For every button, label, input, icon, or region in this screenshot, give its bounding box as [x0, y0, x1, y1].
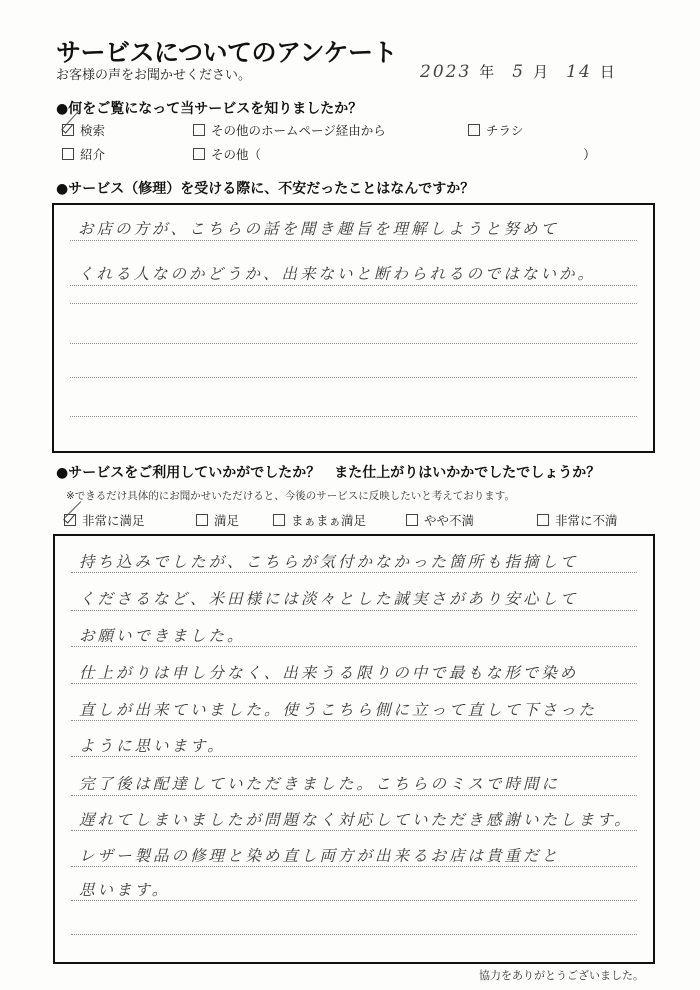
option-label: その他のホームページ経由から: [211, 123, 386, 138]
checkbox-icon[interactable]: [193, 148, 205, 160]
ruled-line: [71, 683, 637, 684]
handwritten-line: 遅れてしまいましたが問題なく対応していただき感謝いたします。: [79, 811, 633, 829]
option-search[interactable]: [62, 121, 105, 139]
question-2: ●サービス（修理）を受ける際に、不安だったことはなんですか？: [56, 181, 475, 197]
option-referral[interactable]: [62, 145, 105, 163]
option-label: その他（: [211, 147, 262, 162]
checkbox-icon[interactable]: [406, 514, 418, 526]
date-year: 2023: [420, 62, 472, 82]
ruled-line: [71, 900, 637, 901]
option-label: やや不満: [424, 513, 475, 528]
ruled-line: [71, 720, 637, 721]
date-day: 14: [566, 62, 592, 82]
option-other-homepage[interactable]: [193, 121, 386, 139]
handwritten-line: 持ち込みでしたが、こちらが気付かなかった箇所も指摘して: [79, 553, 579, 571]
ruled-line: [71, 795, 637, 796]
checkbox-icon[interactable]: [537, 514, 549, 526]
other-close-paren: ）: [583, 148, 597, 163]
handwritten-line: 思います。: [79, 881, 171, 899]
ruled-line: [71, 646, 637, 647]
handwritten-line: 仕上がりは申し分なく、出来うる限りの中で最もな形で染め: [79, 664, 579, 682]
ruled-line: [70, 240, 637, 241]
checkbox-checked-icon[interactable]: [62, 124, 74, 136]
question-3: ●サービスをご利用していかがでしたか？ また仕上がりはいかかでしたでしょうか？: [56, 465, 601, 481]
checkbox-icon[interactable]: [193, 124, 205, 136]
handwritten-line: お店の方が、こちらの話を聞き趣旨を理解しようと努めて: [78, 220, 560, 238]
option-label: 紹介: [80, 147, 106, 162]
day-label: 日: [599, 63, 615, 81]
option-satisfied[interactable]: [196, 511, 239, 529]
option-label: 非常に不満: [555, 513, 618, 528]
option-somewhat-dissatisfied[interactable]: [406, 511, 474, 529]
ruled-line: [71, 830, 637, 831]
question-1: ●何をご覧になって当サービスを知りましたか？: [56, 101, 363, 117]
thank-you-note: 協力をありがとうございました。: [479, 969, 644, 982]
checkbox-icon[interactable]: [196, 514, 208, 526]
option-very-dissatisfied[interactable]: [537, 511, 618, 529]
ruled-line: [71, 934, 637, 935]
option-label: まぁまぁ満足: [291, 513, 367, 528]
checkbox-icon[interactable]: [62, 148, 74, 160]
form-subtitle: お客様の声をお聞かせください。: [56, 68, 252, 83]
question-3-note: ※できるだけ具体的にお聞かせいただけると、今後のサービスに反映したいと考えております。: [66, 490, 515, 502]
ruled-line: [70, 303, 637, 304]
date-month: 5: [512, 62, 526, 82]
ruled-line: [70, 416, 637, 417]
handwritten-line: レザー製品の修理と染め直し両方が出来るお店は貴重だと: [79, 847, 561, 865]
option-flyer[interactable]: [468, 121, 524, 139]
handwritten-line: くださるなど、米田様には淡々とした誠実さがあり安心して: [79, 590, 579, 608]
form-title: サービスについてのアンケート: [56, 38, 398, 67]
ruled-line: [70, 343, 637, 344]
handwritten-line: 完了後は配達していただきました。こちらのミスで時間に: [79, 775, 561, 793]
checkbox-checked-icon[interactable]: [64, 514, 76, 526]
ruled-line: [71, 572, 637, 573]
option-very-satisfied[interactable]: [64, 511, 145, 529]
year-label: 年: [479, 63, 495, 81]
option-other[interactable]: [193, 145, 261, 163]
checkbox-icon[interactable]: [273, 514, 285, 526]
handwritten-line: お願いできました。: [79, 627, 246, 645]
answer-box-feedback[interactable]: [53, 534, 655, 964]
option-label: 非常に満足: [82, 513, 145, 528]
option-label: 検索: [80, 123, 106, 138]
option-label: チラシ: [486, 123, 524, 138]
handwritten-line: ように思います。: [79, 737, 226, 755]
ruled-line: [71, 756, 637, 757]
answer-box-concerns[interactable]: [52, 203, 655, 453]
ruled-line: [70, 377, 637, 378]
option-somewhat-satisfied[interactable]: [273, 511, 366, 529]
ruled-line: [70, 285, 637, 286]
month-label: 月: [533, 63, 549, 81]
handwritten-line: くれる人なのかどうか、出来ないと断わられるのではないか。: [78, 265, 597, 283]
ruled-line: [71, 610, 637, 611]
date-field: [420, 61, 615, 82]
handwritten-line: 直しが出来ていました。使うこちら側に立って直して下さった: [79, 701, 598, 719]
ruled-line: [71, 866, 637, 867]
option-label: 満足: [214, 513, 240, 528]
checkbox-icon[interactable]: [468, 124, 480, 136]
